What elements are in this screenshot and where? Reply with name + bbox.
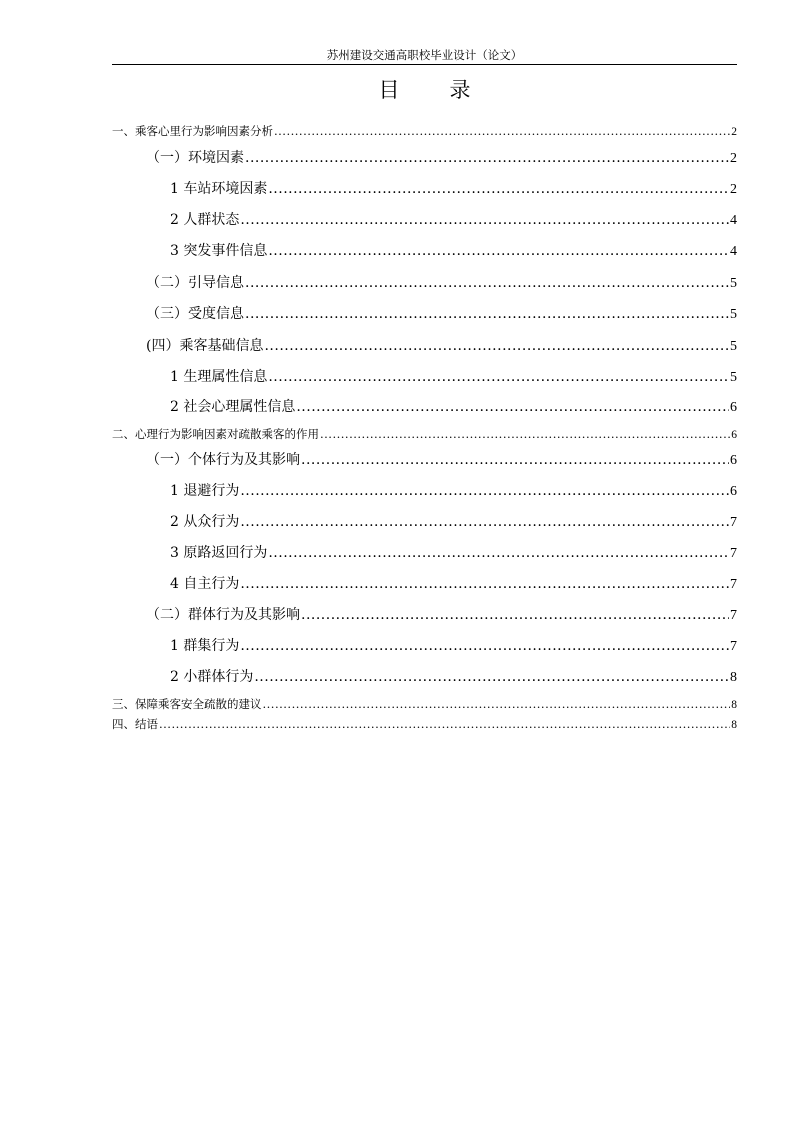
toc-entry[interactable]: [112, 242, 737, 261]
toc-entry-label: (四）乘客基础信息: [146, 338, 264, 354]
toc-leader-dots: [301, 606, 729, 624]
toc-entry[interactable]: [112, 368, 737, 387]
toc-page-number: 2: [730, 182, 737, 197]
toc-page-number: 6: [730, 453, 737, 468]
toc-entry-label: 1 生理属性信息: [170, 369, 268, 385]
toc-page-number: 6: [730, 400, 737, 415]
toc-leader-dots: [268, 544, 729, 562]
toc-entry[interactable]: [112, 697, 737, 712]
toc-entry-label: 1 车站环境因素: [170, 181, 268, 197]
toc-entry[interactable]: [112, 637, 737, 656]
toc-entry-label: 一、乘客心里行为影响因素分析: [112, 124, 273, 138]
toc-leader-dots: [301, 451, 729, 469]
toc-leader-dots: [159, 717, 730, 731]
toc-entry[interactable]: [112, 337, 737, 356]
toc-entry[interactable]: [112, 575, 737, 594]
toc-entry-label: 三、保障乘客安全疏散的建议: [112, 697, 262, 711]
toc-page-number: 5: [730, 276, 737, 291]
toc-entry-label: 四、结语: [112, 717, 158, 731]
toc-entry-label: 2 人群状态: [170, 212, 240, 228]
toc-page-number: 7: [730, 515, 737, 530]
toc-entry[interactable]: [112, 717, 737, 732]
page-header: 苏州建设交通高职校毕业设计（论文）: [326, 48, 523, 62]
toc-leader-dots: [240, 211, 729, 229]
toc-leader-dots: [245, 274, 729, 292]
toc-leader-dots: [240, 482, 729, 500]
toc-page-number: 2: [731, 126, 737, 138]
toc-entry-label: （一）环境因素: [146, 150, 244, 166]
toc-entry[interactable]: [112, 482, 737, 501]
toc-leader-dots: [268, 368, 729, 386]
toc-page-number: 7: [730, 608, 737, 623]
toc-leader-dots: [254, 668, 729, 686]
toc-page-number: 8: [731, 719, 737, 731]
toc-leader-dots: [274, 124, 730, 138]
toc-entry-label: 二、心理行为影响因素对疏散乘客的作用: [112, 427, 319, 441]
toc-leader-dots: [240, 575, 729, 593]
toc-entry-label: 4 自主行为: [170, 576, 240, 592]
toc-entry[interactable]: [112, 305, 737, 324]
toc-page-number: 7: [730, 546, 737, 561]
toc-page-number: 4: [730, 213, 737, 228]
toc-leader-dots: [263, 697, 731, 711]
toc-leader-dots: [296, 398, 729, 416]
toc-entry[interactable]: [112, 124, 737, 139]
toc-entry[interactable]: [112, 149, 737, 168]
toc-title: [112, 78, 737, 102]
header-rule: [112, 64, 737, 65]
toc-title-part2: 录: [449, 78, 471, 102]
toc-entry-label: 2 社会心理属性信息: [170, 399, 296, 415]
toc-entry[interactable]: [112, 274, 737, 293]
toc-page-number: 8: [730, 670, 737, 685]
toc-page-number: 5: [730, 339, 737, 354]
toc-entry-label: 1 退避行为: [170, 483, 240, 499]
toc-leader-dots: [268, 180, 729, 198]
toc-entry[interactable]: [112, 544, 737, 563]
toc-entry[interactable]: [112, 451, 737, 470]
toc-entry[interactable]: [112, 211, 737, 230]
toc-entry-label: 2 从众行为: [170, 514, 240, 530]
toc-entry-label: 2 小群体行为: [170, 669, 254, 685]
toc-page-number: 5: [730, 370, 737, 385]
toc-leader-dots: [245, 149, 729, 167]
toc-entry-label: 1 群集行为: [170, 638, 240, 654]
toc-entry[interactable]: [112, 513, 737, 532]
toc-leader-dots: [268, 242, 729, 260]
toc-leader-dots: [245, 305, 729, 323]
toc-page-number: 8: [731, 699, 737, 711]
toc-page-number: 6: [731, 429, 737, 441]
toc-entry-label: （二）群体行为及其影响: [146, 607, 300, 623]
toc-entry[interactable]: [112, 398, 737, 417]
toc-entry[interactable]: [112, 668, 737, 687]
toc-page-number: 5: [730, 307, 737, 322]
toc-leader-dots: [320, 427, 730, 441]
toc-entry-label: （三）受度信息: [146, 306, 244, 322]
toc-page-number: 4: [730, 244, 737, 259]
toc-leader-dots: [240, 513, 729, 531]
toc-page-number: 6: [730, 484, 737, 499]
toc-page-number: 2: [730, 151, 737, 166]
toc-entry[interactable]: [112, 606, 737, 625]
toc-page-number: 7: [730, 577, 737, 592]
toc-title-part1: 目: [378, 78, 400, 102]
toc-entry-label: 3 原路返回行为: [170, 545, 268, 561]
toc-entry[interactable]: [112, 180, 737, 199]
toc-entry-label: 3 突发事件信息: [170, 243, 268, 259]
toc-leader-dots: [240, 637, 729, 655]
toc-page-number: 7: [730, 639, 737, 654]
toc-leader-dots: [264, 337, 729, 355]
toc-entry[interactable]: [112, 427, 737, 442]
toc-entry-label: （二）引导信息: [146, 275, 244, 291]
toc-entry-label: （一）个体行为及其影响: [146, 452, 300, 468]
